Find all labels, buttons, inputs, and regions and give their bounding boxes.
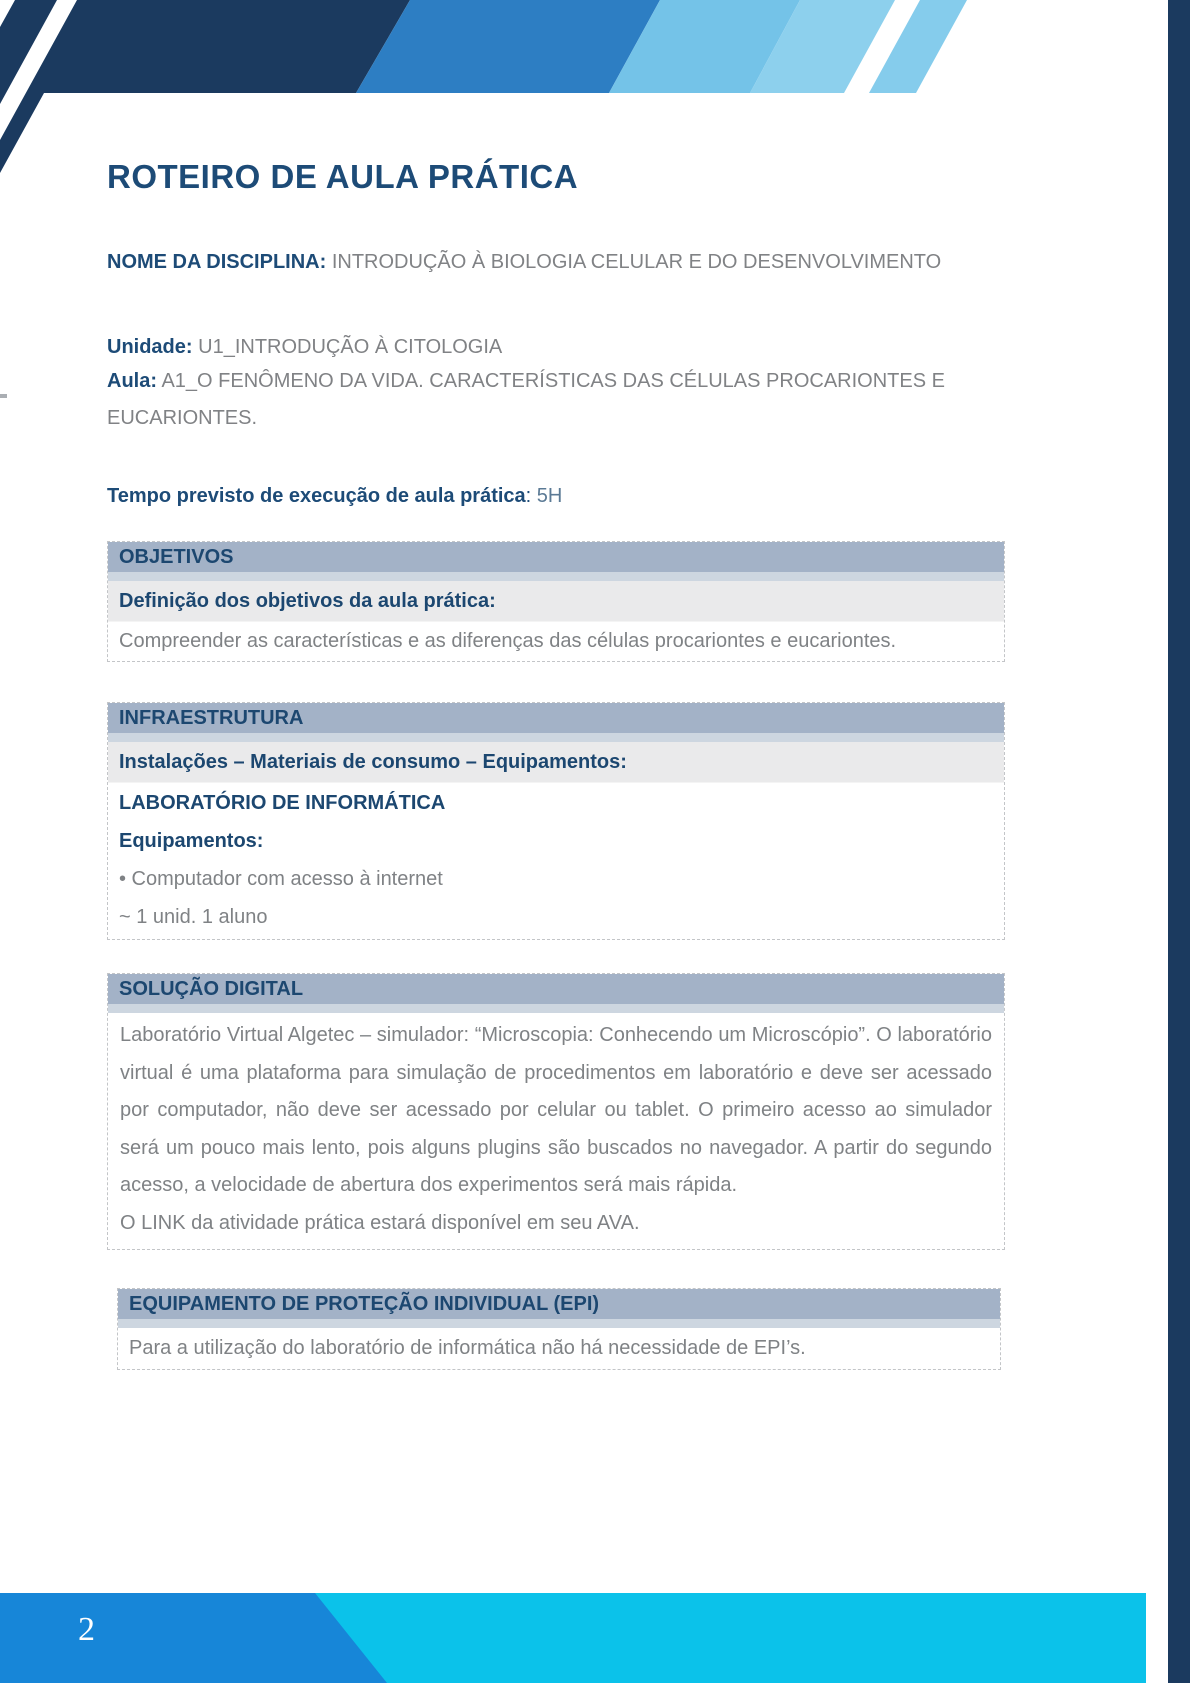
solucao-digital-paragraph: Laboratório Virtual Algetec – simulador: “Microscopia: Conhecendo um Microscópio”. O laboratório virtual é uma plataforma para simulação de procedimentos em laboratório e deve ser acessado por computador, não deve ser acessado por celular ou tablet. O primeiro acesso ao simulador será um pouco mais lento, pois alguns plugins são buscados no navegador. A partir do segundo acesso, a velocidade de abertura dos experimentos será mais rápida. [120,1024,992,1196]
time-line [107,484,1005,508]
solucao-digital-body [108,1013,1004,1249]
footer-band [0,1593,1146,1683]
right-edge-bar [1168,0,1190,1683]
epi-header [118,1289,1000,1328]
epi-table [117,1288,1001,1370]
time-label: Tempo previsto de execução de aula prática [107,485,526,507]
class-value: A1_O FENÔMENO DA VIDA. CARACTERÍSTICAS DAS CÉLULAS PROCARIONTES E EUCARIONTES. [107,370,945,429]
discipline-line [107,250,1005,274]
objetivos-header [108,542,1004,581]
left-edge-mark [0,394,7,398]
main-band-navy [0,0,410,173]
solucao-digital-link-note: O LINK da atividade prática estará disponível em seu AVA. [120,1211,640,1234]
solucao-digital-title: SOLUÇÃO DIGITAL [119,978,304,1000]
infraestrutura-table [107,702,1005,940]
objetivos-table [107,541,1005,662]
equipment-item: • Computador com acesso à internet [119,868,443,890]
class-line [107,363,1005,437]
discipline-value: INTRODUÇÃO À BIOLOGIA CELULAR E DO DESENVOLVIMENTO [331,251,942,273]
solucao-digital-table [107,973,1005,1250]
infraestrutura-header [108,703,1004,742]
page-title: ROTEIRO DE AULA PRÁTICA [107,158,579,195]
equipment-ratio: ~ 1 unid. 1 aluno [119,906,268,928]
unit-line [107,335,1005,359]
objetivos-title: OBJETIVOS [119,546,234,568]
unit-label: Unidade: [107,336,193,358]
infraestrutura-title: INFRAESTRUTURA [119,707,304,729]
time-separator: : [525,485,532,507]
header-decoration [0,0,1190,175]
equipment-label: Equipamentos: [119,830,264,852]
solucao-digital-header [108,974,1004,1013]
discipline-label: NOME DA DISCIPLINA: [107,251,327,273]
infraestrutura-subheader [108,742,1004,783]
footer-accent-shape [0,1593,387,1683]
page-number: 2 [78,1611,95,1648]
lab-title: LABORATÓRIO DE INFORMÁTICA [119,792,446,814]
unit-value: U1_INTRODUÇÃO À CITOLOGIA [198,336,503,358]
objetivos-subtitle: Definição dos objetivos da aula prática: [119,590,496,612]
objetivos-body: Compreender as características e as diferenças das células procariontes e eucariontes. [119,630,897,652]
epi-body: Para a utilização do laboratório de informática não há necessidade de EPI’s. [129,1337,806,1359]
infraestrutura-body [108,783,1004,939]
infraestrutura-subtitle: Instalações – Materiais de consumo – Equipamentos: [119,751,627,773]
objetivos-subheader [108,581,1004,622]
epi-title: EQUIPAMENTO DE PROTEÇÃO INDIVIDUAL (EPI) [129,1293,600,1315]
class-label: Aula: [107,370,157,392]
time-value: 5H [536,485,563,507]
